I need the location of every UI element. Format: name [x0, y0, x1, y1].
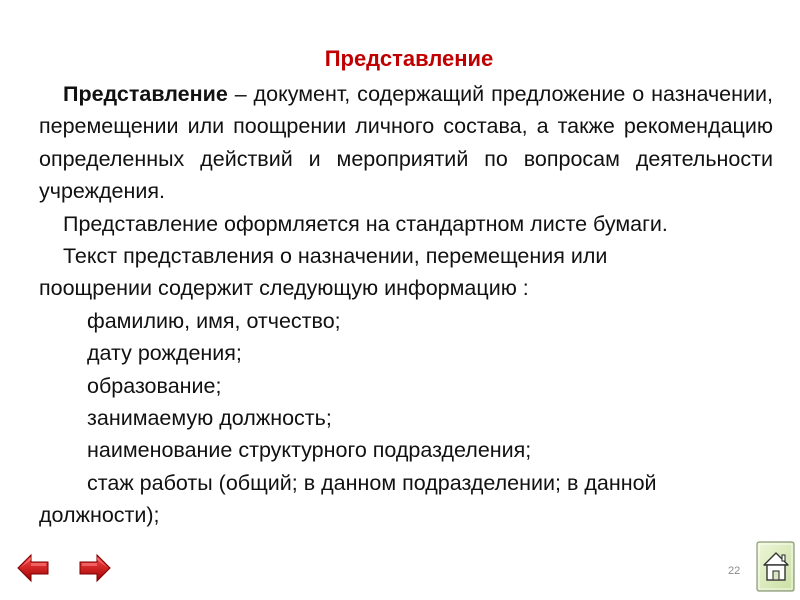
list-item: стаж работы (общий; в данном подразделении; в данной должности);	[39, 470, 657, 528]
page-number: 22	[728, 565, 741, 577]
home-icon[interactable]	[756, 541, 796, 593]
format-paragraph: Представление оформляется на стандартном листе бумаги.	[63, 211, 668, 236]
info-intro-paragraph	[39, 240, 773, 305]
info-intro-line-2: поощрении содержит следующую информацию :	[39, 276, 529, 301]
list-item: фамилию, имя, отчество;	[87, 308, 341, 333]
list-item: образование;	[87, 373, 222, 398]
definition-paragraph	[39, 78, 773, 208]
definition-text: – документ, содержащий предложение о назначении, перемещении или поощрении личного состава, а также рекомендацию определенных действий и мероприятий по вопросам деятельности учреждения.	[39, 82, 773, 204]
list-item: занимаемую должность;	[87, 406, 332, 431]
list-item: наименование структурного подразделения;	[87, 438, 532, 463]
arrow-right-icon[interactable]	[78, 551, 112, 585]
definition-term: Представление	[63, 82, 228, 106]
arrow-left-icon[interactable]	[16, 551, 50, 585]
slide-title: Представление	[324, 46, 494, 71]
slide-body	[39, 78, 773, 532]
list-item: дату рождения;	[87, 341, 242, 366]
info-intro-line-1: Текст представления о назначении, перемещения или	[63, 244, 608, 269]
